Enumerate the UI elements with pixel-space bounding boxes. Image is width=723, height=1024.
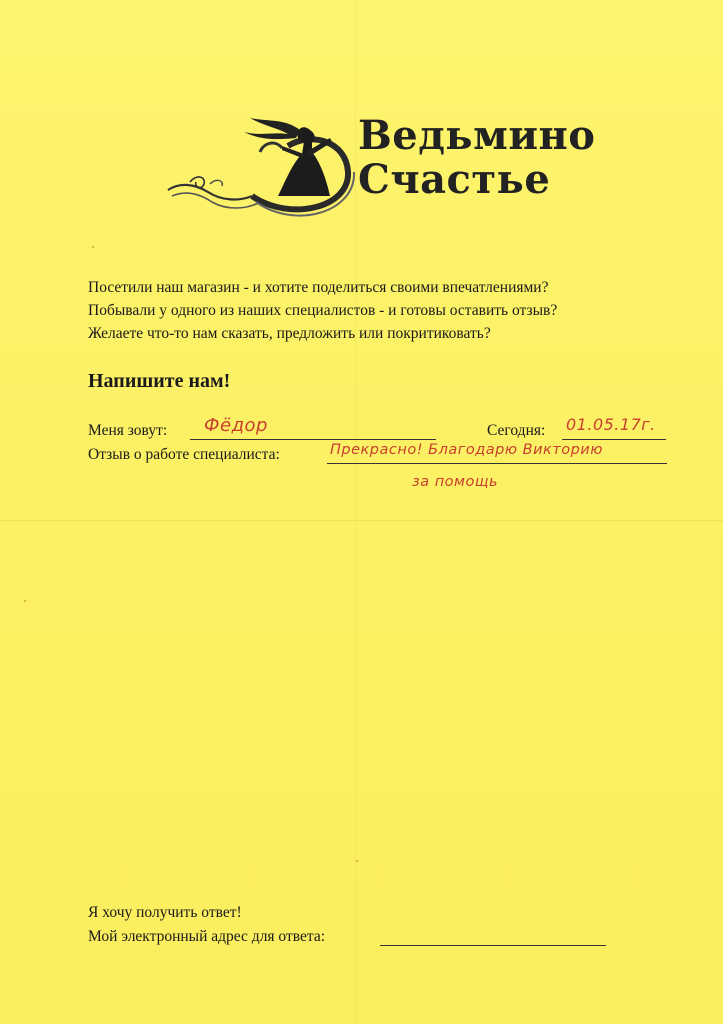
brand-logo (160, 112, 600, 222)
name-label: Меня зовут: (88, 422, 168, 439)
review-field-value-line2[interactable]: за помощь (412, 474, 499, 490)
paper-speck (24, 600, 26, 602)
email-label: Мой электронный адрес для ответа: (88, 928, 326, 945)
intro-line: Побывали у одного из наших специалистов - и готовы оставить отзыв? (88, 302, 558, 319)
brand-name-line2: Счастье (358, 156, 551, 203)
paper-fold-horizontal (0, 520, 723, 521)
witch-logo-icon (160, 112, 360, 222)
brand-name-line1: Ведьмино (358, 112, 596, 159)
intro-line: Желаете что-то нам сказать, предложить или покритиковать? (88, 325, 491, 342)
want-reply-text: Я хочу получить ответ! (88, 904, 242, 921)
intro-text (88, 276, 688, 345)
review-field-line[interactable] (327, 463, 667, 464)
email-field-line[interactable] (380, 945, 606, 946)
brand-name (358, 114, 595, 202)
paper-speck (92, 246, 94, 248)
date-field-value[interactable]: 01.05.17г. (566, 415, 656, 434)
name-field-value[interactable]: Фёдор (204, 415, 268, 436)
review-field-value-line1[interactable]: Прекрасно! Благодарю Викторию (330, 442, 603, 458)
intro-line: Посетили наш магазин - и хотите поделиться своими впечатлениями? (88, 279, 549, 296)
date-label: Сегодня: (487, 422, 546, 439)
paper-speck (356, 860, 358, 862)
name-field-line[interactable] (190, 439, 436, 440)
review-label: Отзыв о работе специалиста: (88, 446, 280, 463)
page-heading: Напишите нам! (88, 370, 231, 392)
date-field-line[interactable] (562, 439, 666, 440)
